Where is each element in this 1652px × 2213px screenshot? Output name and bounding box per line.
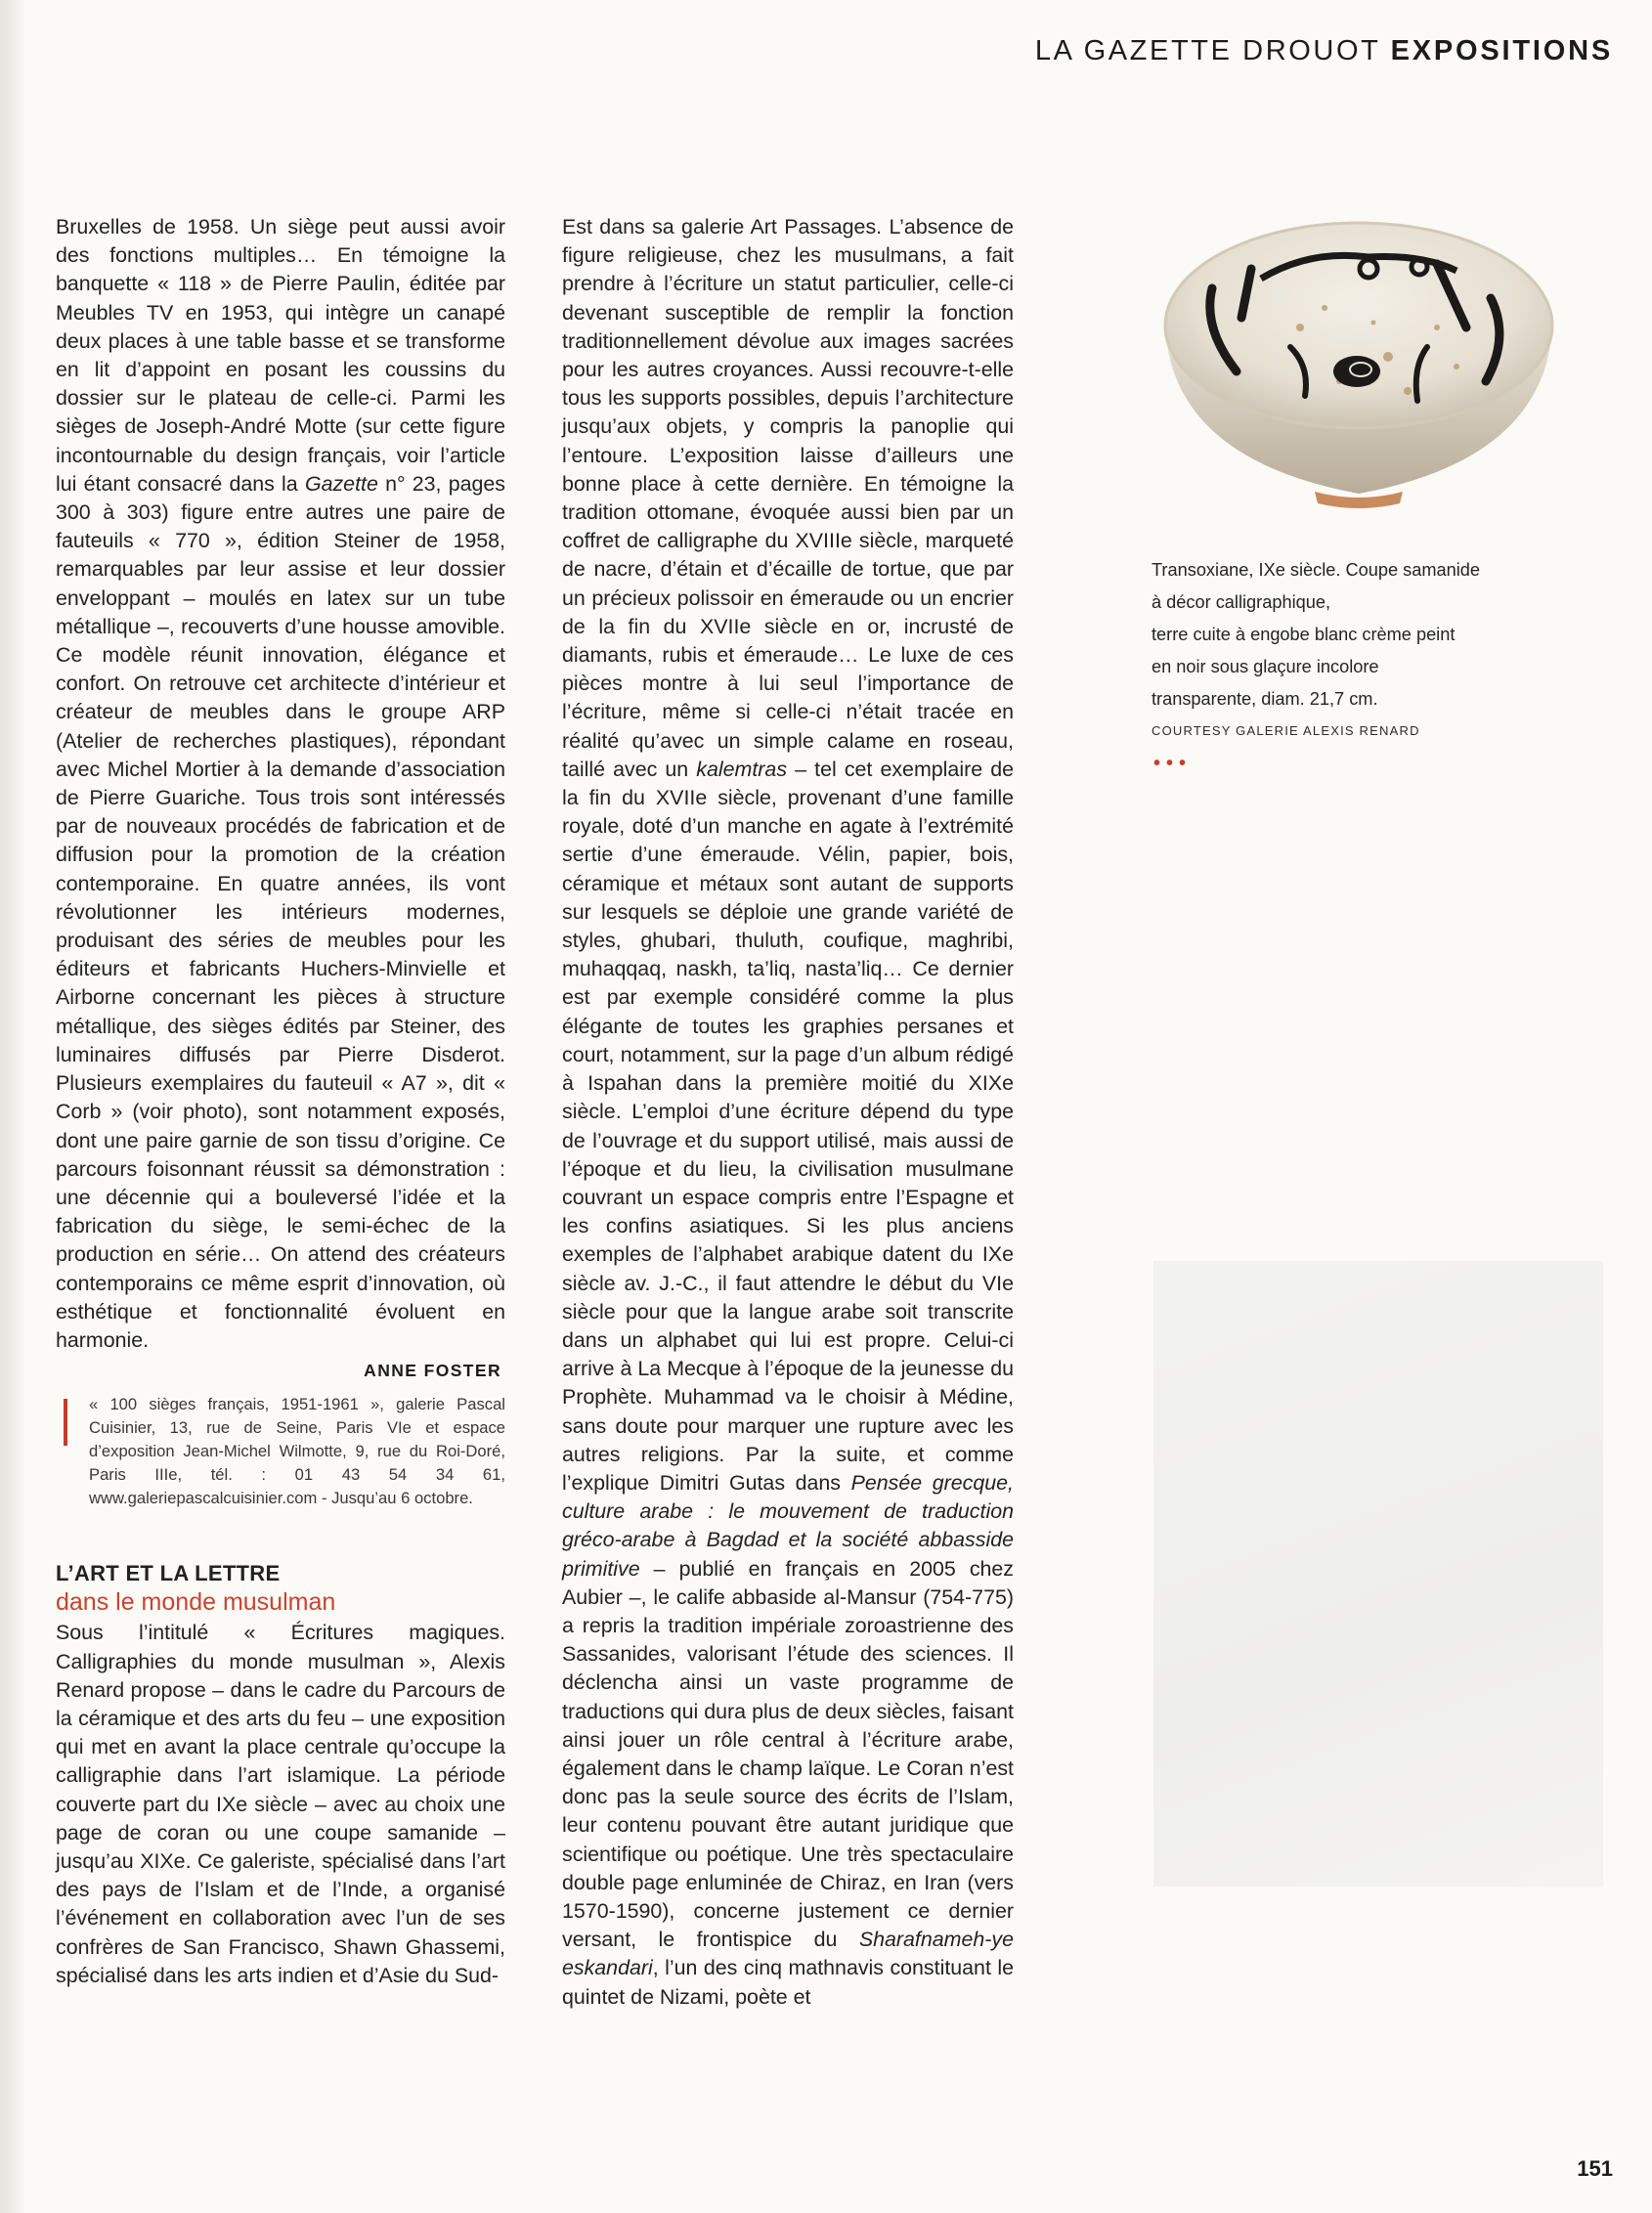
paragraph-text: Est dans sa galerie Art Passages. L’absence de figure religieuse, chez les musulmans, a fait prendre à l’écriture un statut particulier, celle-ci devenant susceptible de remplir la fonction traditionnellement dévolue aux images sacrées pour les autres croyances. Aussi recouvre-t-elle tous les supports possibles, depuis l’architecture jusqu’aux objets, y compris la panoplie qui l’entoure. L’exposition laisse d’ailleurs une bonne place à cette dernière. En témoigne la tradition ottomane, évoquée aussi bien par un coffret de calligraphe du XVIIIe siècle, marqueté de nacre, d’étain et d’écaille de tortue, que par un précieux polissoir en émeraude ou un encrier de la fin du XVIIe siècle en or, incrusté de diamants, rubis et émeraude… Le luxe de ces pièces montre à lui seul l’importance de l’écriture, même si celle-ci n’était tracée en réalité qu’avec un simple calame en roseau, taillé avec un	[562, 215, 1014, 781]
page-gutter-shadow	[0, 0, 25, 2213]
caption-line: Transoxiane, IXe siècle. Coupe samanide	[1152, 560, 1480, 580]
section-name: EXPOSITIONS	[1390, 35, 1613, 66]
info-text: « 100 sièges français, 1951-1961 », galerie Pascal Cuisinier, 13, rue de Seine, Paris VIe et espace d’exposition Jean-Michel Wilmotte, 9, rue du Roi-Doré, Paris IIIe, tél. : 01 43 54 34 61, www.galeriepascalcuisinier.com - Jusqu’au 6 octobre.	[89, 1395, 505, 1507]
page-number: 151	[1577, 2156, 1613, 2181]
publication-name: LA GAZETTE DROUOT	[1034, 35, 1380, 66]
italic-term: kalemtras	[696, 757, 788, 781]
italic-title: Pensée grecque, culture arabe : le mouvement de traduction gréco-arabe à Bagdad et la société abbasside primitive	[562, 1470, 1014, 1581]
figure-caption	[1152, 554, 1543, 716]
italic-title: Gazette	[304, 471, 378, 496]
caption-line: terre cuite à engobe blanc crème peint	[1152, 625, 1456, 644]
section-subtitle: dans le monde musulman	[56, 1588, 336, 1617]
caption-line: en noir sous glaçure incolore	[1152, 657, 1379, 676]
separator-dots: •••	[1153, 753, 1193, 774]
paragraph-text: n° 23, pages 300 à 303) figure entre autres une paire de fauteuils « 770 », édition Steiner de 1958, remarquables par leur assise et leur dossier enveloppant – moulés en latex sur un tube métallique –, recouverts d’une housse amovible. Ce modèle réunit innovation, élégance et confort. On retrouve cet architecte d’intérieur et créateur de meubles dans le groupe ARP (Atelier de recherches plastiques), répondant avec Michel Mortier à la demande d’association de Pierre Guariche. Tous trois sont intéressés par de nouveaux procédés de fabrication et de diffusion pour la promotion de la création contemporaine. En quatre années, ils vont révolutionner les intérieurs modernes, produisant des séries de meubles pour les éditeurs et fabricants Huchers-Minvielle et Airborne concernant les pièces à structure métallique, des sièges édités par Steiner, des luminaires diffusés par Pierre Disderot. Plusieurs exemplaires du fauteuil « A7 », dit « Corb » (voir photo), sont notamment exposés, dont une paire garnie de son tissu d’origine. Ce parcours foisonnant réussit sa démonstration : une décennie qui a bouleversé l’idée et la fabrication du siège, le semi-échec de la production en série… On attend des créateurs contemporains ce même esprit d’innovation, où esthétique et fonctionnalité évoluent en harmonie.	[56, 471, 505, 1352]
italic-title: Sharafnameh-ye eskandari	[562, 1928, 1014, 1980]
section-heading	[56, 1560, 505, 1617]
photo-credit: COURTESY GALERIE ALEXIS RENARD	[1152, 723, 1420, 738]
section-title: L’ART ET LA LETTRE	[56, 1561, 281, 1586]
author-signature: ANNE FOSTER	[364, 1361, 501, 1381]
article-paragraph	[562, 213, 1014, 2012]
info-marker-bar	[64, 1399, 67, 1446]
article-paragraph: Sous l’intitulé « Écritures magiques. Calligraphies du monde musulman », Alexis Renard propose – dans le cadre du Parcours de la céramique et des arts du feu – une exposition qui met en avant la place centrale qu’occupe la calligraphie dans l’art islamique. La période couverte part du IXe siècle – avec au choix une page de coran ou une coupe samanide – jusqu’au XIXe. Ce galeriste, spécialisé dans l’art des pays de l’Islam et de l’Inde, a organisé l’événement en collaboration avec l’un de ses confrères de San Francisco, Shawn Ghassemi, spécialisé dans les arts indien et d’Asie du Sud-	[56, 1621, 505, 1987]
paragraph-text: – publié en français en 2005 chez Aubier –, le calife abbaside al-Mansur (754-775) a repris la tradition impériale zoroastrienne des Sassanides, valorisant l’étude des sciences. Il déclencha ainsi un vaste programme de traductions qui dura plus de deux siècles, faisant ainsi jouer un rôle central à l’écriture arabe, également dans le champ laïque. Le Coran n’est donc pas la seule source des écrits de l’Islam, leur contenu pouvant être autant juridique que scientifique ou poétique. Une très spectaculaire double page enluminée de Chiraz, en Iran (vers 1570-1590), concerne justement ce dernier versant, le frontispice du	[562, 1556, 1014, 1952]
article-column-1	[56, 213, 505, 1990]
paragraph-text: Bruxelles de 1958. Un siège peut aussi avoir des fonctions multiples… En témoigne la banquette « 118 » de Pierre Paulin, éditée par Meubles TV en 1953, qui intègre un canapé deux places à une table basse et se transforme en lit d’appoint en posant les coussins du dossier sur le plateau de celle-ci. Parmi les sièges de Joseph-André Motte (sur cette figure incontournable du design français, voir l’article lui étant consacré dans la	[56, 215, 505, 496]
bleed-through-area	[1153, 1261, 1603, 1887]
article-paragraph	[56, 213, 505, 1355]
bowl-image	[1144, 210, 1574, 542]
paragraph-text: , l’un des cinq mathnavis constituant le quintet de Nizami, poète et	[562, 1956, 1014, 2009]
running-header	[1035, 35, 1613, 67]
caption-line: à décor calligraphique,	[1152, 592, 1331, 612]
exhibition-info	[56, 1393, 505, 1509]
paragraph-text: – tel cet exemplaire de la fin du XVIIe siècle, provenant d’une famille royale, doté d’un manche en agate à l’extrémité sertie d’une émeraude. Vélin, papier, bois, céramique et métaux sont autant de supports sur lesquels se déploie une grande variété de styles, ghubari, thuluth, coufique, maghribi, muhaqqaq, naskh, ta’liq, nasta’liq… Ce dernier est par exemple considéré comme la plus élégante de toutes les graphies persanes et court, notamment, sur la page d’un album rédigé à Ispahan dans la première moitié du XIXe siècle. L’emploi d’une écriture dépend du type de l’ouvrage et du support utilisé, mais aussi de l’époque et du lieu, la civilisation musulmane couvrant un espace compris entre l’Espagne et les confins asiatiques. Si les plus anciens exemples de l’alphabet arabique datent du IXe siècle av. J.-C., il faut attendre le début du VIe siècle pour que la langue arabe soit transcrite dans un alphabet qui lui est propre. Celui-ci arrive à La Mecque à l’époque de la jeunesse du Prophète. Muhammad va le choisir à Médine, sans doute pour marquer une rupture avec les autres religions. Par la suite, et comme l’explique Dimitri Gutas dans	[562, 757, 1014, 1495]
article-column-2	[562, 213, 1014, 2012]
caption-line: transparente, diam. 21,7 cm.	[1152, 689, 1378, 709]
